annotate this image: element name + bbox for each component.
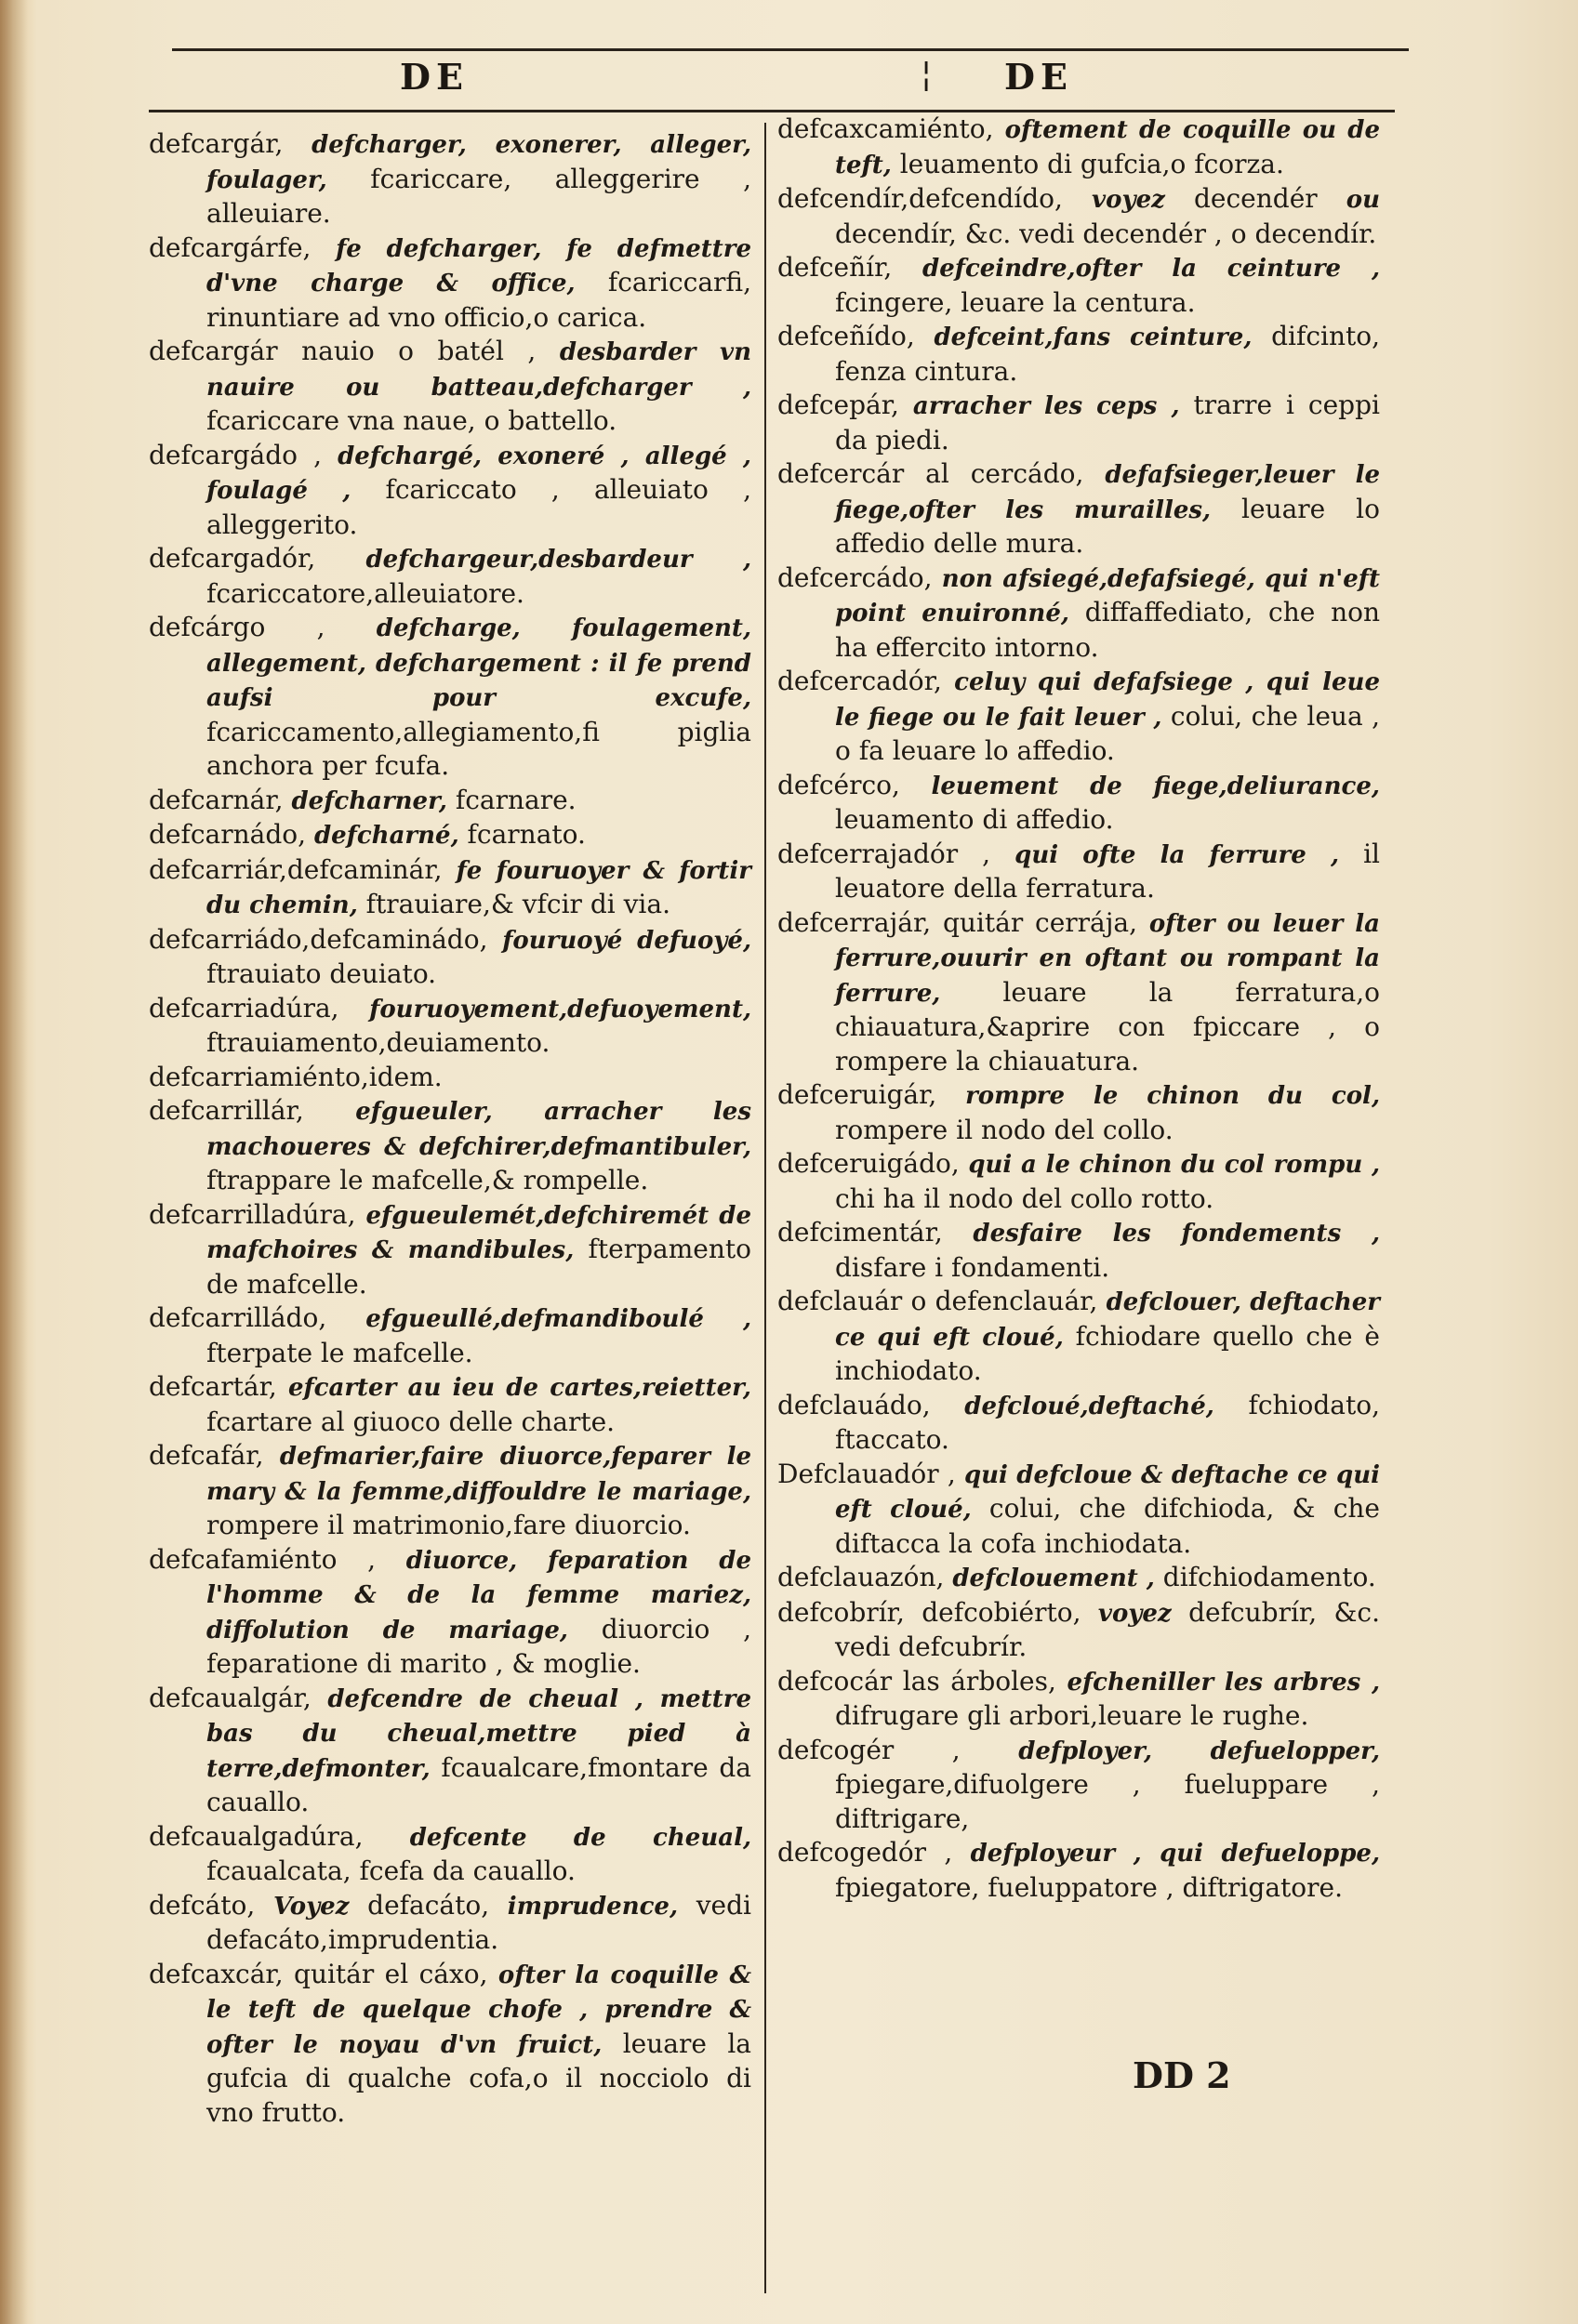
dictionary-entry: [149, 1370, 751, 1439]
entry-headword: defcargádo ,: [149, 439, 322, 470]
entry-italian: ftrauiato deuiato.: [206, 958, 437, 989]
entry-french: defployer, defuelopper,: [1018, 1736, 1381, 1765]
entry-french: desbarder vn nauire ou batteau,defcharger ,: [206, 338, 751, 402]
entry-french: defchargé, exoneré , allegé , foulagé ,: [206, 442, 751, 505]
entry-french: arracher les ceps ,: [912, 392, 1180, 420]
entry-italian: fcariccare vna naue, o battello.: [206, 405, 617, 436]
entry-italian: fcartare al giuoco delle charte.: [206, 1406, 616, 1437]
running-head-right: DE: [1004, 56, 1073, 98]
entry-french: Voyez: [272, 1892, 350, 1921]
entry-french: efgueulemét,defchiremét de mafchoires & mandibules,: [206, 1201, 751, 1264]
dictionary-entry: [149, 611, 751, 784]
entry-italian: fcingere, leuare la centura.: [835, 286, 1196, 318]
entry-french: qui a le chinon du col rompu ,: [968, 1151, 1380, 1179]
entry-french: defchargeur,desbardeur ,: [365, 546, 751, 574]
entry-headword: defcobrír,: [777, 1596, 905, 1628]
entry-italian: rompere il nodo del collo.: [835, 1114, 1174, 1145]
entry-french: fouruoyement,defuoyement,: [369, 995, 751, 1023]
entry-headword: defceñír,: [777, 252, 893, 283]
entry-italian: difchiodamento.: [1162, 1562, 1376, 1592]
entry-headword: defcaualgadúra,: [149, 1820, 364, 1852]
entry-italian: fchiodare quello che è inchiodato.: [835, 1320, 1380, 1386]
right-column: [777, 112, 1380, 1905]
entry-italian: defacáto,: [367, 1889, 490, 1921]
entry-headword: defcaxcár,: [149, 1958, 284, 1989]
entry-french: efgueullé,defmandiboulé ,: [365, 1305, 751, 1333]
entry-headword: defceruigár,: [777, 1079, 937, 1110]
entry-french: efcheniller les arbres ,: [1067, 1668, 1380, 1697]
entry-headword: defcargár,: [149, 128, 284, 159]
entry-french: efcarter au ieu de cartes,reietter,: [287, 1374, 751, 1402]
entry-italian: vedi defacáto,imprudentia.: [206, 1889, 751, 1955]
dictionary-entry: [149, 1889, 751, 1958]
entry-french: ofter ou leuer la ferrure,ouurir en oftant ou rompant la ferrure,: [835, 909, 1381, 1008]
entry-french: defcharger, exonerer, alleger, foulager,: [206, 131, 751, 194]
entry-french: defclouement ,: [952, 1565, 1155, 1592]
entry-headword: defclauár o defenclauár,: [777, 1286, 1098, 1316]
entry-italian: quitár cerrája,: [942, 906, 1138, 938]
entry-french: ou: [1346, 186, 1381, 214]
entry-french: defcharge, foulagement, allegement, defchargement : il fe prend aufsi pour excufe,: [206, 614, 751, 712]
entry-french: defmarier,faire diuorce,feparer le mary & la femme,diffouldre le mariage,: [206, 1443, 751, 1506]
dictionary-entry: [777, 1285, 1380, 1389]
entry-italian: fcarnare.: [455, 784, 577, 815]
entry-french: desfaire les fondements ,: [973, 1220, 1380, 1248]
entry-headword: defclauádo,: [777, 1389, 931, 1420]
entry-headword: defcogér ,: [777, 1734, 961, 1765]
entry-headword: defcafár,: [149, 1440, 264, 1471]
entry-headword: defcercár al cercádo,: [777, 458, 1084, 489]
entry-french: leuement de fiege,deliurance,: [931, 772, 1380, 800]
dictionary-entry: [149, 1958, 751, 2131]
entry-italian: fcariccarfi, rinuntiare ad vno officio,o carica.: [206, 267, 751, 333]
dictionary-entry: [149, 1439, 751, 1543]
entry-french: defcharner,: [291, 786, 447, 815]
entry-italian: ftrauiamento,deuiamento.: [206, 1027, 550, 1058]
entry-headword: defcarriár,defcaminár,: [149, 853, 443, 885]
entry-french: celuy qui defafsiege , qui leue le fiege ou le fait leuer ,: [835, 668, 1380, 732]
entry-headword: defcafamiénto ,: [149, 1543, 377, 1575]
entry-french: diuorce, feparation de l'homme & de la femme mariez, diffolution de mariage,: [206, 1546, 752, 1644]
entry-italian: fcarnato.: [467, 819, 586, 850]
dictionary-entry: [777, 182, 1380, 251]
dictionary-entry: [777, 1836, 1380, 1905]
dictionary-entry: [777, 1147, 1380, 1216]
dictionary-entry: [149, 1198, 751, 1302]
column-divider: [764, 123, 766, 2293]
entry-headword: defcaualgár,: [149, 1682, 312, 1713]
entry-french: rompre le chinon du col,: [965, 1082, 1380, 1110]
entry-french: defceint,fans ceinture,: [934, 324, 1253, 351]
entry-headword: defcárgo ,: [149, 612, 325, 642]
entry-italian: leuare lo affedio delle mura.: [835, 493, 1380, 559]
entry-italian: ftrauiare,& vfcir di via.: [365, 889, 670, 919]
dictionary-entry: [777, 769, 1380, 838]
entry-italian: colui, che leua , o fa leuare lo affedio.: [835, 700, 1380, 766]
dictionary-entry: [777, 906, 1380, 1079]
entry-headword: defcarnádo,: [149, 819, 307, 850]
entry-headword: defceruigádo,: [777, 1148, 960, 1179]
entry-italian: quitár el cáxo,: [294, 1958, 488, 1989]
entry-headword: defcérco,: [777, 769, 900, 800]
dictionary-entry: [149, 542, 751, 611]
entry-italian: trarre i ceppi da piedi.: [835, 390, 1380, 456]
dictionary-entry: [149, 1061, 751, 1095]
entry-headword: defclauazón,: [777, 1562, 945, 1592]
entry-french: fe defcharger, fe defmettre d'vne charge & office,: [206, 234, 752, 297]
dictionary-entry: [149, 992, 751, 1061]
header-ornament: ¦: [921, 56, 933, 94]
entry-french: defcendre de cheual , mettre bas du cheual,mettre pied à terre,defmonter,: [206, 1684, 751, 1783]
entry-italian: fterpamento de mafcelle.: [206, 1234, 751, 1300]
dictionary-entry: [777, 665, 1380, 769]
dictionary-entry: [777, 1734, 1380, 1837]
entry-headword: defcogedór ,: [777, 1837, 953, 1868]
entry-italian: fcariccamento,allegiamento,fi piglia anchora per fcufa.: [206, 716, 751, 781]
dictionary-entry: [149, 439, 751, 543]
entry-italian: difrugare gli arbori,leuare le rughe.: [835, 1700, 1309, 1731]
entry-italian: colui, che difchioda, & che diftacca la cofa inchiodata.: [835, 1493, 1380, 1559]
entry-french: voyez: [1092, 186, 1165, 214]
entry-italian: disfare i fondamenti.: [835, 1251, 1110, 1283]
dictionary-entry: [777, 1458, 1380, 1562]
entry-headword: defcartár,: [149, 1371, 277, 1402]
left-column: [149, 127, 751, 2130]
entry-headword: defcimentár,: [777, 1217, 943, 1248]
entry-italian: ftrappare le mafcelle,& rompelle.: [206, 1165, 649, 1195]
entry-italian: fcaualcata, fcefa da cauallo.: [206, 1855, 576, 1886]
dictionary-entry: [777, 1078, 1380, 1147]
dictionary-entry: [777, 838, 1380, 906]
entry-french: defcharné,: [313, 822, 459, 850]
dictionary-entry: [777, 1216, 1380, 1285]
entry-headword: defcerrajár,: [777, 906, 932, 938]
entry-french: defafsieger,leuer le fiege,ofter les murailles,: [835, 461, 1380, 524]
dictionary-entry: [149, 1682, 751, 1820]
entry-french: imprudence,: [507, 1892, 679, 1921]
entry-italian: leuamento di gufcia,o fcorza.: [899, 148, 1284, 179]
entry-italian: fcariccare, alleggerire , alleuiare.: [206, 163, 751, 229]
dictionary-entry: [777, 1389, 1380, 1458]
dictionary-entry: [777, 457, 1380, 561]
entry-italian: diuorcio , feparatione di marito , & moglie.: [206, 1613, 751, 1679]
dictionary-entry: [149, 923, 751, 992]
dictionary-entry: [149, 127, 751, 231]
entry-french: defcente de cheual,: [409, 1823, 752, 1852]
entry-french: oftement de coquille ou de teft,: [835, 116, 1380, 179]
entry-headword: defcargár nauio o batél ,: [149, 336, 537, 366]
dictionary-entry: [777, 251, 1380, 320]
entry-french: fouruoyé defuoyé,: [502, 926, 751, 955]
dictionary-entry: [777, 1596, 1380, 1665]
entry-italian: fchiodato, ftaccato.: [835, 1389, 1380, 1455]
entry-headword: defceñído,: [777, 321, 915, 351]
entry-headword: defcarrilladúra,: [149, 1198, 356, 1230]
entry-italian: leuamento di affedio.: [835, 804, 1114, 835]
entry-headword: defcarrilládo,: [149, 1302, 327, 1333]
entry-french: defployeur , qui defueloppe,: [970, 1840, 1381, 1868]
entry-italian: chi ha il nodo del collo rotto.: [835, 1182, 1214, 1214]
entry-italian: fterpate le mafcelle.: [206, 1337, 473, 1368]
entry-italian: il leuatore della ferratura.: [835, 838, 1381, 904]
entry-french: defcloué,deftaché,: [964, 1392, 1214, 1420]
entry-headword: defcerrajadór ,: [777, 838, 991, 869]
entry-headword: defcercádo,: [777, 561, 933, 593]
catchword: DD 2: [1133, 2054, 1231, 2096]
dictionary-entry: [149, 784, 751, 819]
dictionary-entry: [149, 818, 751, 853]
entry-italian: decendír, &c. vedi decendér , o decendír.: [835, 218, 1377, 249]
entry-italian: fcariccatore,alleuiatore.: [206, 577, 524, 609]
entry-italian: fpiegatore, fueluppatore , diftrigatore.: [835, 1871, 1343, 1903]
entry-french: non afsiegé,defafsiegé, qui n'eft point enuironné,: [835, 564, 1380, 627]
entry-french: defceindre,ofter la ceinture ,: [922, 255, 1381, 283]
dictionary-entry: [777, 1665, 1380, 1734]
dictionary-entry: [149, 1543, 751, 1682]
entry-italian: leuare la ferratura,o chiauatura,&aprire con fpiccare , o rompere la chiauatura.: [835, 976, 1380, 1076]
entry-italian: leuare la gufcia di qualche cofa,o il nocciolo di vno frutto.: [206, 2027, 751, 2128]
entry-french: voyez: [1097, 1599, 1172, 1628]
entry-french: fe fouruoyer & fortir du chemin,: [206, 856, 752, 919]
dictionary-entry: [777, 561, 1380, 666]
entry-french: efgueuler, arracher les machoueres & defchirer,defmantibuler,: [206, 1098, 751, 1161]
entry-headword: defcercadór,: [777, 666, 942, 696]
entry-headword: defcaxcamiénto,: [777, 113, 994, 144]
entry-italian: fpiegare,difuolgere , fueluppare , diftrigare,: [835, 1769, 1380, 1834]
entry-french: defclouer, deftacher ce qui eft cloué,: [835, 1288, 1380, 1352]
entry-italian: fcariccato , alleuiato , alleggerito.: [206, 474, 751, 540]
entry-headword: defcarnár,: [149, 784, 284, 815]
dictionary-entry: [149, 1820, 751, 1889]
entry-italian: fcaualcare,fmontare da cauallo.: [206, 1751, 751, 1817]
entry-headword: defcocár las árboles,: [777, 1665, 1056, 1697]
entry-headword: defcarrillár,: [149, 1095, 304, 1126]
entry-italian: rompere il matrimonio,fare diuorcio.: [206, 1510, 691, 1540]
dictionary-entry: [149, 1301, 751, 1370]
entry-french: ofter la coquille & le teft de quelque chofe , prendre & ofter le noyau d'vn fruict,: [206, 1961, 751, 2059]
top-rule: [172, 48, 1409, 51]
entry-french: qui defcloue & deftache ce qui eft cloué,: [835, 1460, 1381, 1524]
entry-headword: defcargadór,: [149, 543, 316, 574]
entry-italian: defcobiérto,: [922, 1596, 1081, 1628]
running-head-left: DE: [400, 56, 469, 98]
entry-headword: defcarriadúra,: [149, 992, 339, 1023]
dictionary-entry: [149, 335, 751, 439]
dictionary-entry: [149, 231, 751, 336]
entry-headword: defcáto,: [149, 1889, 256, 1921]
dictionary-entry: [777, 112, 1380, 182]
entry-headword: Defclauadór ,: [777, 1458, 956, 1489]
dictionary-entry: [777, 1561, 1380, 1596]
entry-headword: defcargárfe,: [149, 231, 312, 263]
entry-italian: decendér: [1194, 183, 1318, 214]
entry-italian: defcubrír, &c. vedi defcubrír.: [835, 1596, 1380, 1662]
entry-headword: defcarriamiénto,idem.: [149, 1061, 443, 1092]
dictionary-entry: [777, 389, 1380, 457]
entry-headword: defcepár,: [777, 390, 899, 420]
entry-italian: diffaffediato, che non ha effercito intorno.: [835, 597, 1381, 663]
dictionary-entry: [149, 853, 751, 923]
dictionary-entry: [149, 1094, 751, 1198]
entry-headword: defcarriádo,defcaminádo,: [149, 923, 488, 955]
entry-headword: defcendír,defcendído,: [777, 183, 1063, 214]
dictionary-entry: [777, 320, 1380, 389]
entry-italian: difcinto, fenza cintura.: [835, 321, 1381, 387]
entry-french: qui ofte la ferrure ,: [1014, 840, 1340, 869]
